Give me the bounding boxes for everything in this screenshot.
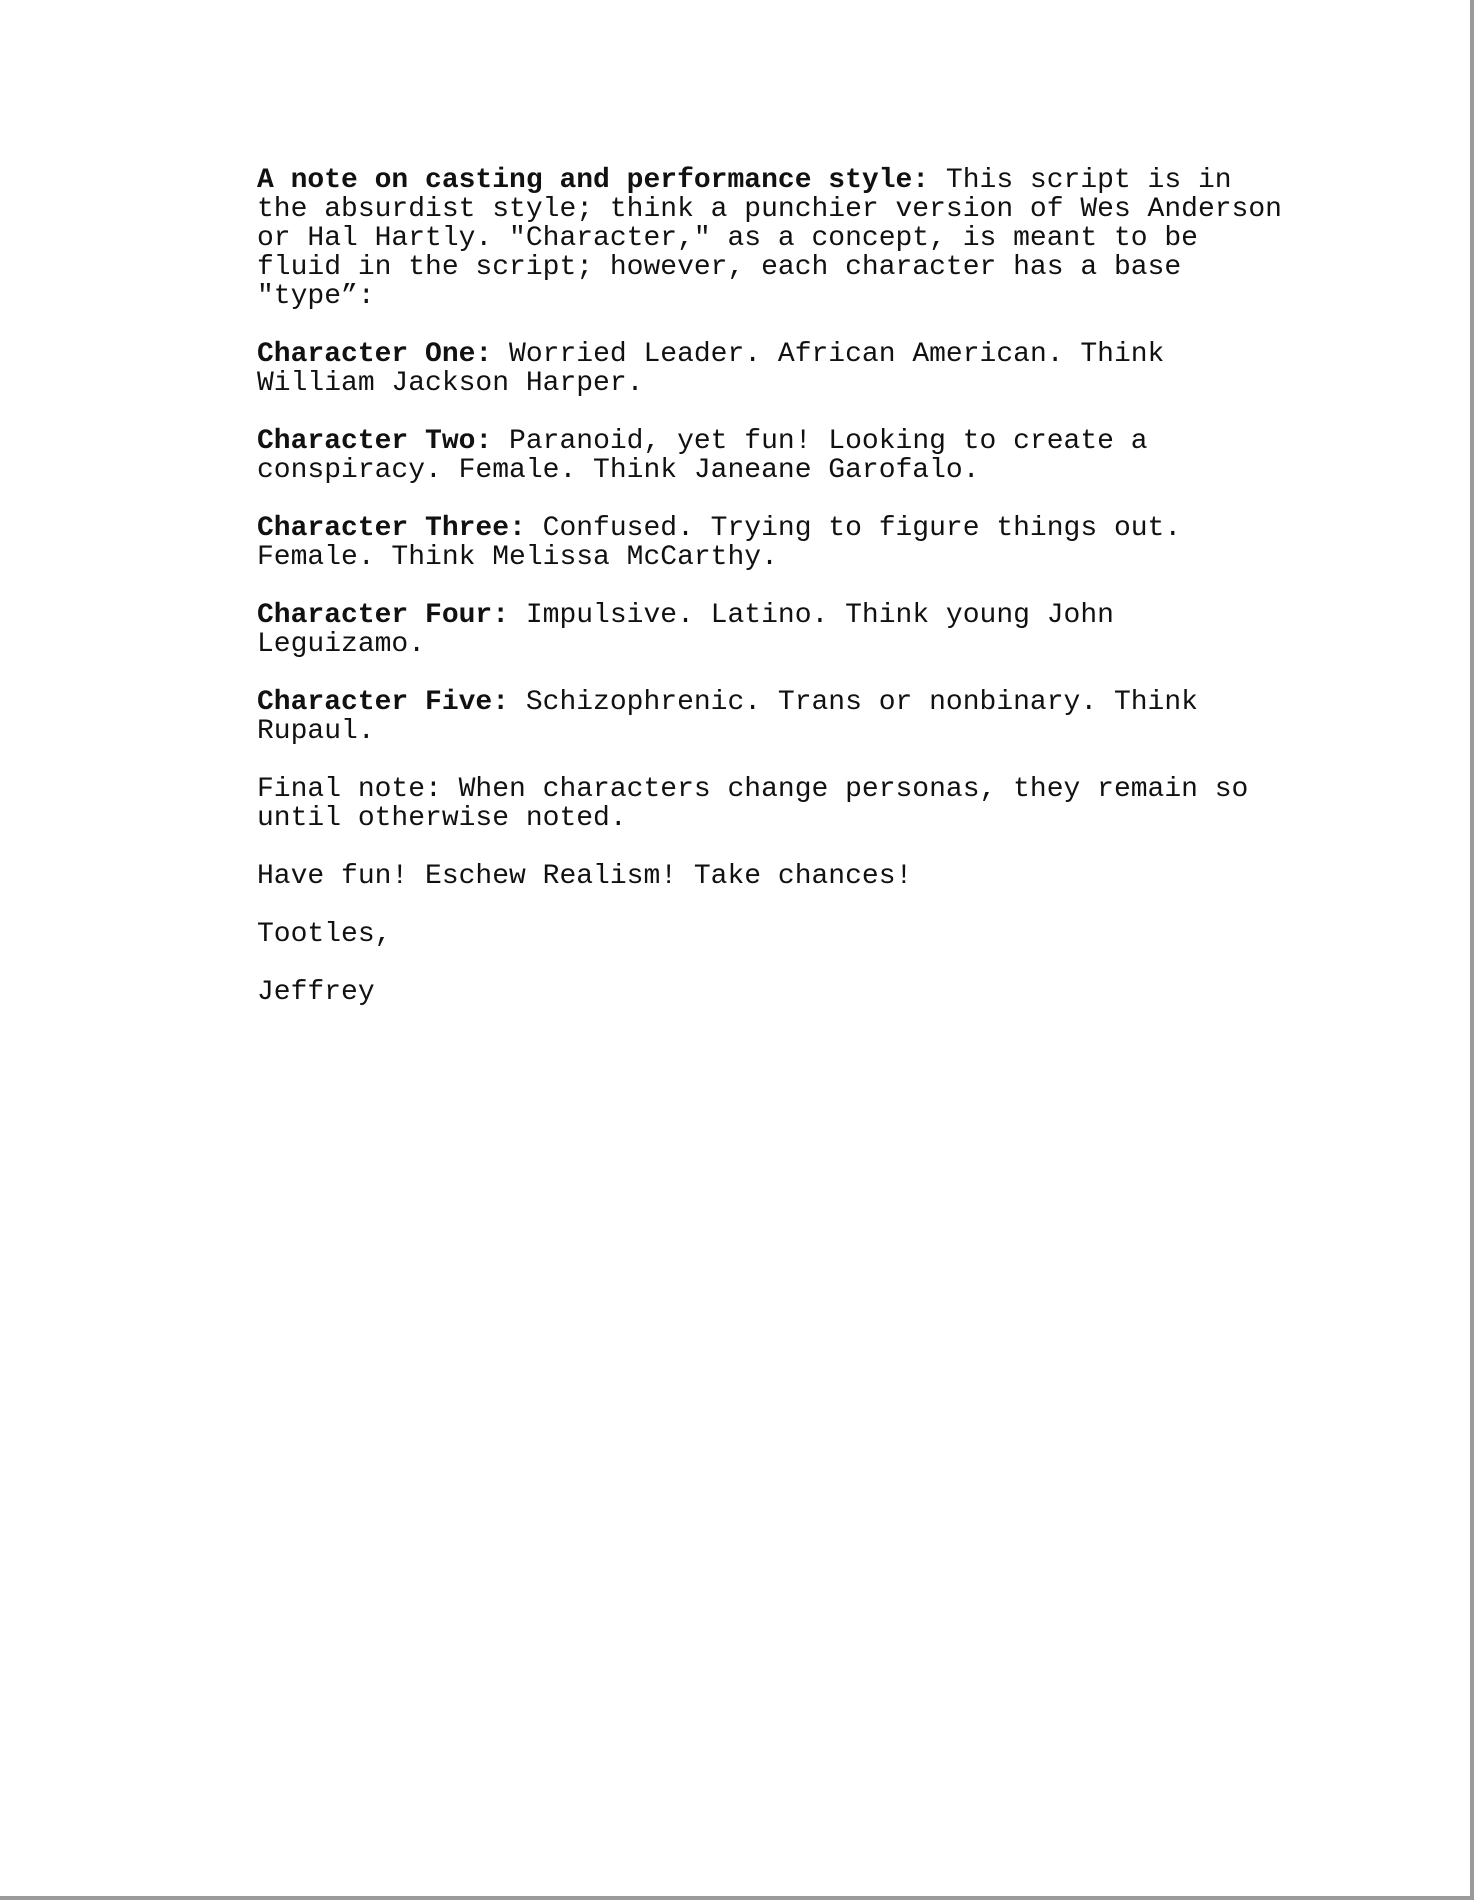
signature-line: Jeffrey [257, 977, 375, 1008]
casting-note-heading: A note on casting and performance style: [257, 165, 930, 196]
character-three-label: Character Three: [257, 513, 526, 544]
final-note-paragraph: Final note: When characters change personas, they remain so until otherwise noted. [257, 774, 1249, 834]
character-five-description: Schizophrenic. Trans or nonbinary. Think Rupaul. [257, 687, 1198, 747]
character-three-description: Confused. Trying to figure things out. Female. Think Melissa McCarthy. [257, 513, 1182, 573]
casting-note-paragraph [257, 166, 1317, 311]
casting-note-text: This script is in the absurdist style; think a punchier version of Wes Anderson or Hal Hartly. "Character," as a concept, is meant to be fluid in the script; however, each character has a base "type”: [257, 165, 1282, 312]
character-two-label: Character Two: [257, 426, 493, 457]
document-body [257, 166, 1317, 1036]
character-five-label: Character Five: [257, 687, 510, 718]
character-one-label: Character One: [257, 339, 493, 370]
character-four-description: Impulsive. Latino. Think young John Leguizamo. [257, 600, 1114, 660]
character-three-paragraph [257, 514, 1317, 572]
character-four-paragraph [257, 601, 1317, 659]
signoff-line: Tootles, [257, 919, 392, 950]
character-two-description: Paranoid, yet fun! Looking to create a conspiracy. Female. Think Janeane Garofalo. [257, 426, 1148, 486]
closing-line: Have fun! Eschew Realism! Take chances! [257, 861, 913, 892]
character-two-paragraph [257, 427, 1317, 485]
character-four-label: Character Four: [257, 600, 510, 631]
character-five-paragraph [257, 688, 1317, 746]
character-one-paragraph [257, 340, 1317, 398]
character-one-description: Worried Leader. African American. Think William Jackson Harper. [257, 339, 1165, 399]
